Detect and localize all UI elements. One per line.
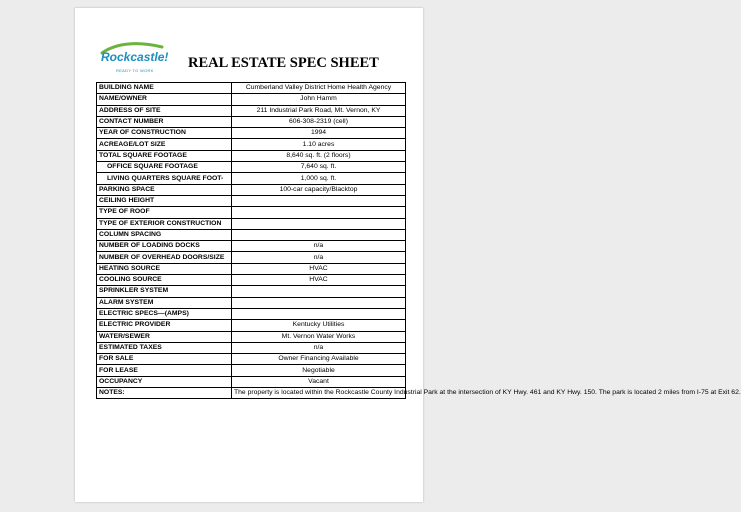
table-row <box>97 365 406 376</box>
table-row <box>97 173 406 184</box>
row-label: CEILING HEIGHT <box>97 195 232 206</box>
row-value: 211 Industrial Park Road, Mt. Vernon, KY <box>232 105 406 116</box>
row-value: 1,000 sq. ft. <box>232 173 406 184</box>
notes-value: The property is located within the Rockcastle County Industrial Park at the intersection of KY Hwy. 461 and KY Hwy. 150. The park is located 2 miles from I-75 at Exit 62. <box>232 388 406 399</box>
table-row <box>97 105 406 116</box>
row-label: ACREAGE/LOT SIZE <box>97 139 232 150</box>
row-value: 1.10 acres <box>232 139 406 150</box>
row-value: Vacant <box>232 376 406 387</box>
logo-brand-text: Rockcastle! <box>101 50 169 64</box>
row-label: ELECTRIC PROVIDER <box>97 320 232 331</box>
row-label: OCCUPANCY <box>97 376 232 387</box>
row-value: 8,640 sq. ft. (2 floors) <box>232 150 406 161</box>
table-row <box>97 297 406 308</box>
notes-row <box>97 388 406 399</box>
row-value <box>232 286 406 297</box>
row-label: NUMBER OF OVERHEAD DOORS/SIZE <box>97 252 232 263</box>
row-value: Kentucky Utilities <box>232 320 406 331</box>
page-title: REAL ESTATE SPEC SHEET <box>188 55 379 71</box>
row-label: COLUMN SPACING <box>97 229 232 240</box>
table-row <box>97 286 406 297</box>
table-row <box>97 229 406 240</box>
row-label: CONTACT NUMBER <box>97 116 232 127</box>
row-label: BUILDING NAME <box>97 83 232 94</box>
row-label: HEATING SOURCE <box>97 263 232 274</box>
row-label: FOR SALE <box>97 354 232 365</box>
row-value <box>232 207 406 218</box>
row-value: n/a <box>232 252 406 263</box>
table-row <box>97 331 406 342</box>
table-row <box>97 128 406 139</box>
spec-sheet-page <box>75 8 741 502</box>
table-row <box>97 218 406 229</box>
table-row <box>97 320 406 331</box>
table-row <box>97 116 406 127</box>
notes-label: NOTES: <box>97 388 232 399</box>
spec-table <box>96 82 741 399</box>
row-value: n/a <box>232 342 406 353</box>
row-label: ADDRESS OF SITE <box>97 105 232 116</box>
row-value: Mt. Vernon Water Works <box>232 331 406 342</box>
table-row <box>97 83 406 94</box>
row-label: NAME/OWNER <box>97 94 232 105</box>
row-label: ALARM SYSTEM <box>97 297 232 308</box>
table-row <box>97 94 406 105</box>
row-value: HVAC <box>232 263 406 274</box>
row-label: WATER/SEWER <box>97 331 232 342</box>
row-value <box>232 195 406 206</box>
table-row <box>97 263 406 274</box>
row-label: FOR LEASE <box>97 365 232 376</box>
row-label: LIVING QUARTERS SQUARE FOOT- <box>97 173 232 184</box>
row-label: SPRINKLER SYSTEM <box>97 286 232 297</box>
row-label: COOLING SOURCE <box>97 275 232 286</box>
table-row <box>97 207 406 218</box>
row-value: Cumberland Valley District Home Health Agency <box>232 83 406 94</box>
row-value <box>232 229 406 240</box>
row-label: ELECTRIC SPECS—(AMPS) <box>97 308 232 319</box>
table-row <box>97 376 406 387</box>
row-value: n/a <box>232 241 406 252</box>
row-label: TYPE OF ROOF <box>97 207 232 218</box>
row-value <box>232 297 406 308</box>
table-row <box>97 150 406 161</box>
row-label: ESTIMATED TAXES <box>97 342 232 353</box>
logo-tagline: READY TO WORK <box>116 68 154 73</box>
row-value <box>232 308 406 319</box>
table-row <box>97 184 406 195</box>
table-row <box>97 308 406 319</box>
row-label: TYPE OF EXTERIOR CONSTRUCTION <box>97 218 232 229</box>
row-value: 606-308-2319 (cell) <box>232 116 406 127</box>
table-row <box>97 195 406 206</box>
table-row <box>97 354 406 365</box>
row-label: OFFICE SQUARE FOOTAGE <box>97 162 232 173</box>
table-row <box>97 275 406 286</box>
row-value: Negotiable <box>232 365 406 376</box>
row-label: PARKING SPACE <box>97 184 232 195</box>
row-label: TOTAL SQUARE FOOTAGE <box>97 150 232 161</box>
table-row <box>97 139 406 150</box>
row-value: 1994 <box>232 128 406 139</box>
row-value: HVAC <box>232 275 406 286</box>
table-row <box>97 241 406 252</box>
row-value: Owner Financing Available <box>232 354 406 365</box>
table-row <box>97 162 406 173</box>
row-value: 100-car capacity/Blacktop <box>232 184 406 195</box>
row-value: 7,640 sq. ft. <box>232 162 406 173</box>
table-row <box>97 252 406 263</box>
row-label: YEAR OF CONSTRUCTION <box>97 128 232 139</box>
table-row <box>97 342 406 353</box>
rockcastle-logo <box>98 41 168 81</box>
row-label: NUMBER OF LOADING DOCKS <box>97 241 232 252</box>
row-value <box>232 218 406 229</box>
row-value: John Hamm <box>232 94 406 105</box>
